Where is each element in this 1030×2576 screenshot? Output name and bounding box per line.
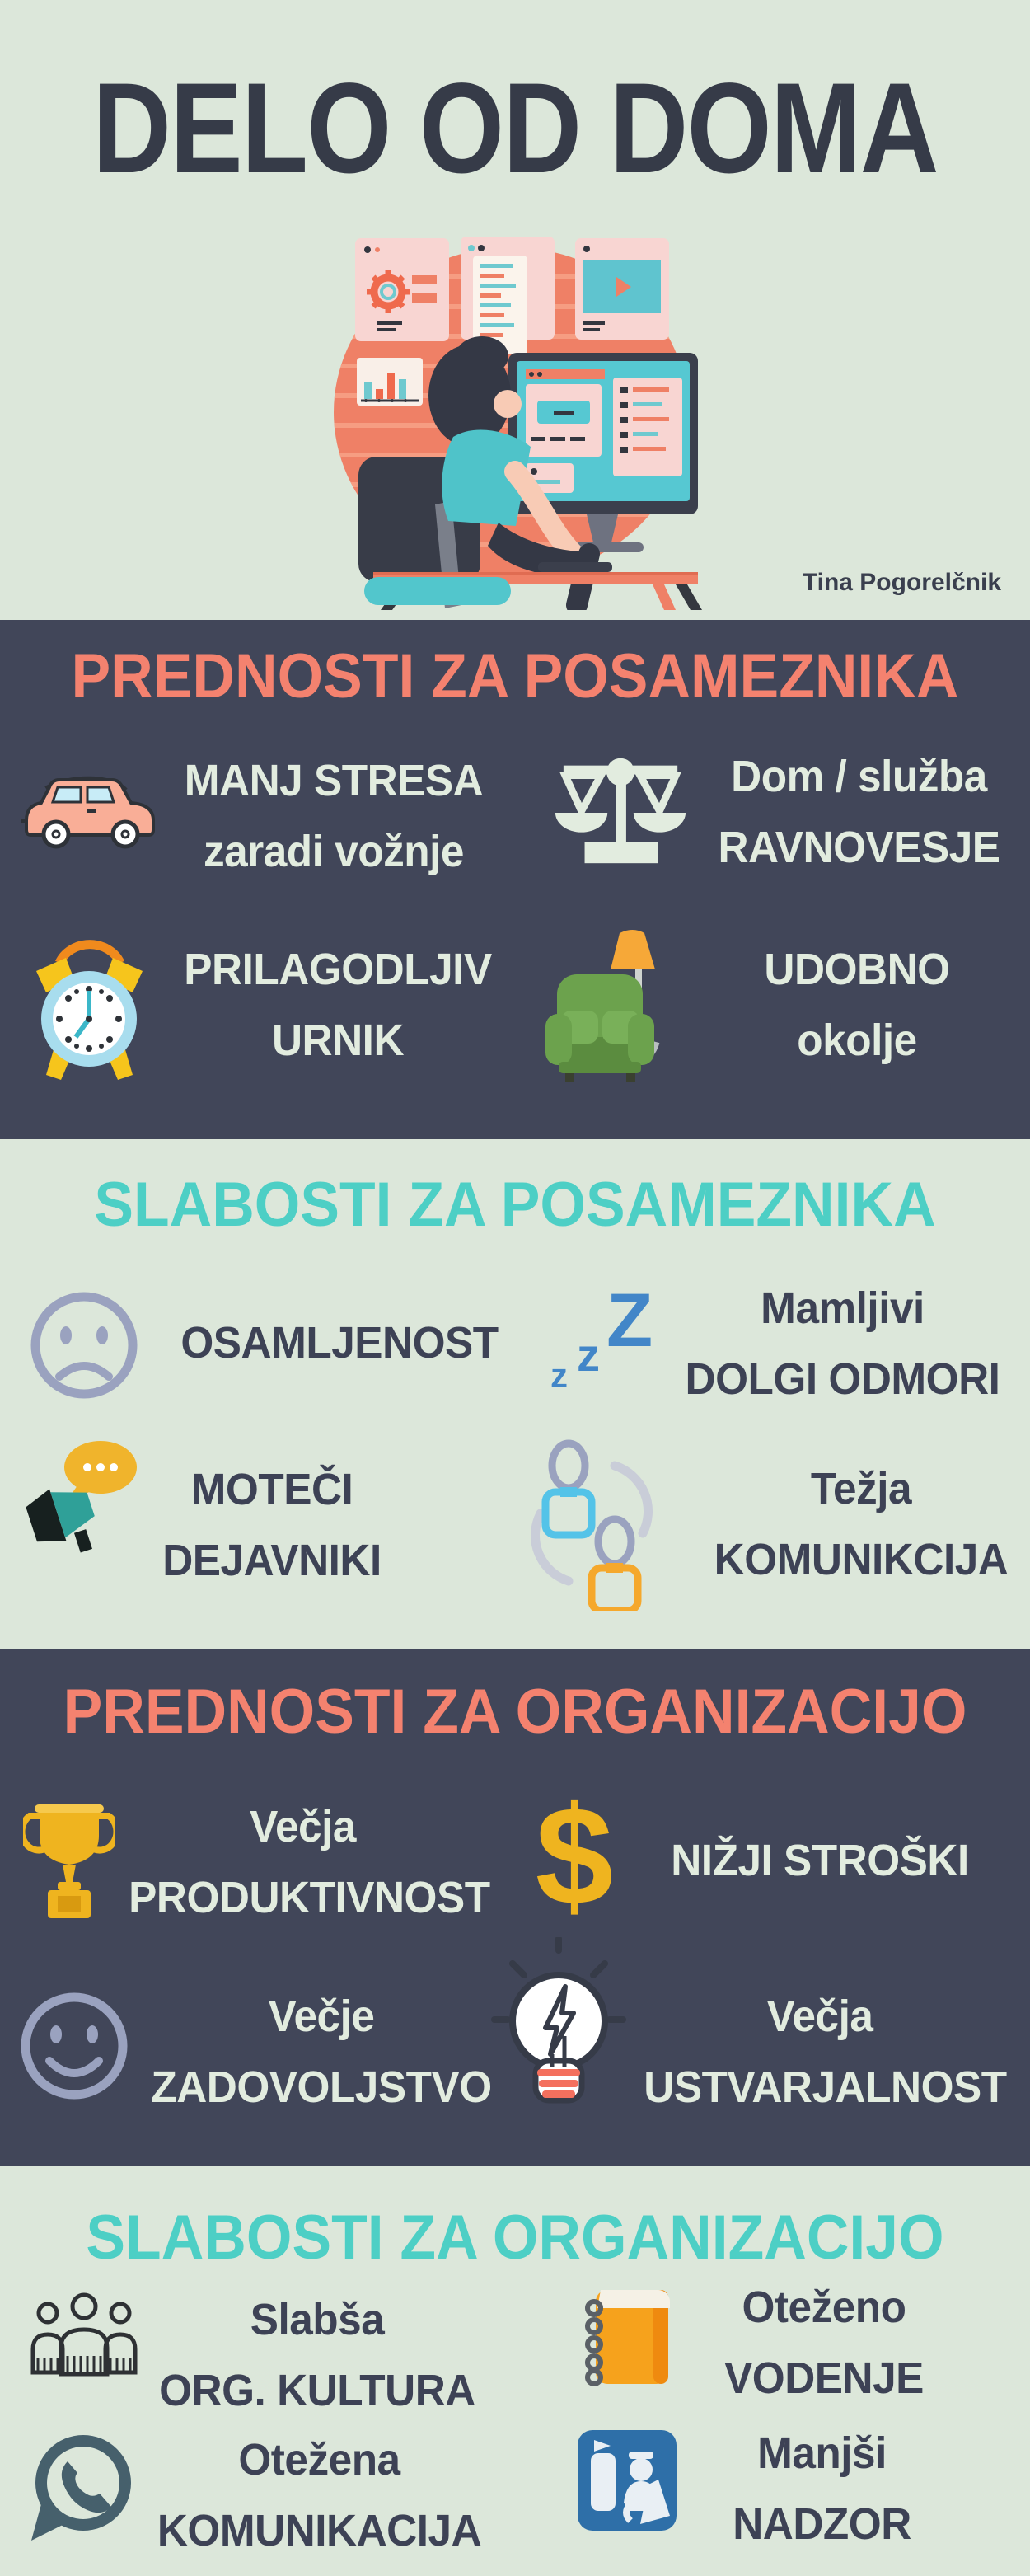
feature-text: MOTEČI DEJAVNIKI [162,1465,382,1586]
svg-text:Z: Z [606,1282,653,1363]
dollar-icon [531,1790,618,1929]
app-window-video [575,238,669,340]
feature-text: Manjši NADZOR [733,2428,911,2550]
svg-text:z: z [577,1329,600,1381]
feature-text: OSAMLJENOST [180,1318,499,1368]
chair-cushion [364,577,511,605]
feature-text: Težja KOMUNIKCIJA [714,1464,1009,1585]
feature-text: Mamljivi DOLGI ODMORI [685,1283,1000,1405]
people-sync-icon [517,1436,666,1611]
feature-text: Dom / služba RAVNOVESJE [718,752,1000,873]
svg-text:z: z [550,1356,568,1393]
illustration-woman-working-at-computer [330,224,709,610]
section-heading: SLABOSTI ZA POSAMEZNIKA [94,1170,936,1240]
section-heading: SLABOSTI ZA ORGANIZACIJO [86,2203,944,2273]
notebook-icon [571,2283,680,2389]
people-group-icon [26,2288,142,2397]
feature-text: Večje ZADOVOLJSTVO [151,1992,492,2113]
trophy-icon [23,1801,115,1921]
section-heading: PREDNOSTI ZA ORGANIZACIJO [63,1677,967,1747]
alarm-clock-icon [30,927,149,1083]
page-title: DELO OD DOMA [92,57,938,200]
lightbulb-icon [485,1937,633,2106]
zzz-icon [544,1282,667,1393]
feature-text: UDOBNO okolje [764,945,950,1066]
feature-text: Otežena KOMUNIKACIJA [157,2435,482,2556]
feature-text: MANJ STRESA zaradi vožnje [184,756,484,877]
whatsapp-icon [25,2428,142,2546]
passport-control-icon [578,2430,677,2531]
feature-text: Oteženo VODENJE [724,2283,924,2404]
app-window-gear [355,238,449,341]
svg-text:$: $ [535,1790,614,1929]
app-window-list [461,237,555,354]
smiley-face-icon [16,1988,132,2104]
author-credit: Tina Pogorelčnik [802,569,1001,596]
bar-chart-card [357,358,423,406]
section-heading: PREDNOSTI ZA POSAMEZNIKA [71,641,959,711]
feature-text: Večja PRODUKTIVNOST [129,1802,490,1923]
scales-icon [554,752,688,866]
feature-text: Slabša ORG. KULTURA [159,2295,475,2416]
feature-text: PRILAGODLJIV URNIK [184,945,492,1066]
car-icon [20,769,160,852]
feature-text: Večja USTVARJALNOST [644,1992,1007,2113]
sofa-lamp-icon [534,925,691,1083]
feature-text: NIŽJI STROŠKI [671,1836,969,1885]
sad-face-icon [26,1288,142,1403]
